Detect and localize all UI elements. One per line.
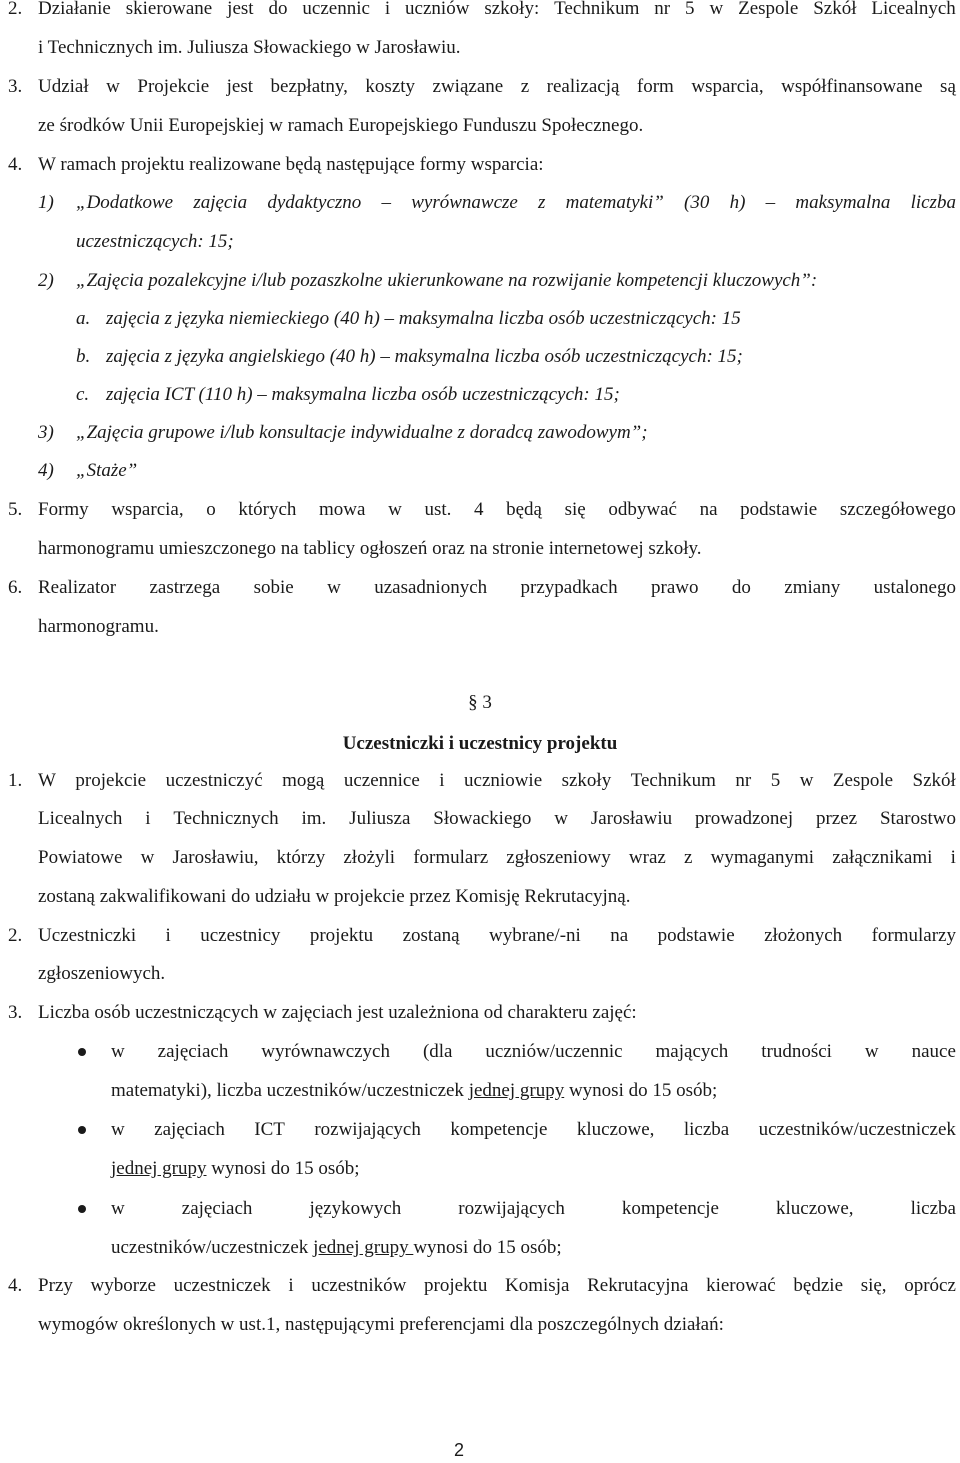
word: liczba bbox=[910, 1198, 956, 1219]
word: uczestniczek bbox=[173, 1275, 271, 1296]
word: uczniów bbox=[405, 0, 470, 19]
word: szkoły bbox=[561, 770, 612, 791]
word: w bbox=[106, 76, 120, 97]
word: kierować bbox=[706, 1275, 776, 1296]
paragraph-number: 2. bbox=[8, 0, 23, 19]
word: kompetencje bbox=[450, 1119, 548, 1140]
paragraph-4-intro: W ramach projektu realizowane będą następujące formy wsparcia: bbox=[38, 154, 544, 175]
word: w bbox=[388, 499, 402, 520]
word: wyrównawcze bbox=[411, 192, 518, 213]
paragraph-number: 3. bbox=[8, 1002, 23, 1023]
word: (30 bbox=[684, 192, 710, 213]
word: uczestniczyć bbox=[165, 770, 263, 791]
support-form-1-line-2: uczestniczących: 15; bbox=[76, 231, 234, 252]
word: szkoły: bbox=[484, 0, 540, 19]
word: będzie bbox=[793, 1275, 843, 1296]
paragraph-5-line-2: harmonogramu umieszczonego na tablicy ogłoszeń oraz na stronie internetowej szkoły. bbox=[38, 538, 702, 559]
word: zmiany bbox=[784, 577, 841, 598]
word: liczba bbox=[683, 1119, 730, 1140]
word: się, bbox=[860, 1275, 887, 1296]
word: w bbox=[709, 0, 724, 19]
word: – bbox=[765, 192, 776, 213]
word: przypadkach bbox=[520, 577, 618, 598]
word: liczba bbox=[910, 192, 956, 213]
word: wymaganymi bbox=[710, 847, 815, 868]
word: sobie bbox=[253, 577, 294, 598]
word: i bbox=[384, 0, 391, 19]
word: rozwijających bbox=[314, 1119, 421, 1140]
word: formularz bbox=[413, 847, 489, 868]
word: rozwijających bbox=[458, 1198, 565, 1219]
word: 4 bbox=[474, 499, 484, 520]
word: bezpłatny, bbox=[270, 76, 348, 97]
bullet-icon bbox=[78, 1126, 86, 1134]
word: Przy bbox=[38, 1275, 73, 1296]
word: projekcie bbox=[75, 770, 147, 791]
word: w bbox=[111, 1119, 125, 1140]
word: Realizator bbox=[38, 577, 117, 598]
support-form-2b: zajęcia z języka angielskiego (40 h) – maksymalna liczba osób uczestniczących: 15; bbox=[106, 346, 743, 367]
word: z bbox=[520, 76, 530, 97]
word: współfinansowane bbox=[781, 76, 923, 97]
word: Słowackiego bbox=[433, 808, 532, 829]
word: i bbox=[288, 1275, 294, 1296]
support-form-1-line-1 bbox=[76, 190, 956, 216]
paragraph-number: 3. bbox=[8, 76, 23, 97]
word: którzy bbox=[276, 847, 326, 868]
word: złożyli bbox=[343, 847, 396, 868]
bullet-3-line-2: uczestników/uczestniczek jednej grupy wynosi do 15 osób; bbox=[111, 1237, 562, 1258]
word: Projekcie bbox=[137, 76, 210, 97]
word: złożonych bbox=[764, 925, 843, 946]
word: Zespole bbox=[738, 0, 799, 19]
word: Jarosławiu bbox=[590, 808, 673, 829]
word: Powiatowe bbox=[38, 847, 123, 868]
word: Technikum bbox=[554, 0, 640, 19]
word: Technicznych bbox=[173, 808, 279, 829]
paragraph-2-line-1 bbox=[38, 0, 956, 22]
word: załącznikami bbox=[832, 847, 933, 868]
sub-item-letter: b. bbox=[76, 346, 91, 367]
support-form-2c: zajęcia ICT (110 h) – maksymalna liczba osób uczestniczących: 15; bbox=[106, 384, 620, 405]
word: związane bbox=[432, 76, 504, 97]
word: Uczestniczki bbox=[38, 925, 137, 946]
word: dydaktyczno bbox=[267, 192, 362, 213]
underlined-text: jednej grupy bbox=[468, 1080, 565, 1101]
paragraph-2-line-2: i Technicznych im. Juliusza Słowackiego w Jarosławiu. bbox=[38, 37, 461, 58]
word: Działanie bbox=[38, 0, 111, 19]
word: W bbox=[38, 770, 56, 791]
word: nauce bbox=[911, 1041, 956, 1062]
paragraph-3-line-1 bbox=[38, 74, 956, 100]
word: Szkół bbox=[813, 0, 857, 19]
paragraph-number: 2. bbox=[8, 925, 23, 946]
paragraph-number: 6. bbox=[8, 577, 23, 598]
word: Licealnych bbox=[38, 808, 123, 829]
paragraph-5-line-1 bbox=[38, 497, 956, 523]
word: szczegółowego bbox=[839, 499, 956, 520]
word: uzasadnionych bbox=[374, 577, 488, 598]
word: i bbox=[145, 808, 151, 829]
word: na bbox=[699, 499, 718, 520]
word: 5 bbox=[685, 0, 695, 19]
word: zastrzega bbox=[149, 577, 221, 598]
word: i bbox=[950, 847, 956, 868]
word: do bbox=[731, 577, 751, 598]
word: Starostwo bbox=[879, 808, 956, 829]
word: w bbox=[327, 577, 341, 598]
word: Komisja bbox=[505, 1275, 570, 1296]
word: uczennice bbox=[343, 770, 420, 791]
word: z bbox=[684, 847, 693, 868]
word: zajęciach bbox=[157, 1041, 229, 1062]
section-paragraph-1-line-4: zostaną zakwalifikowani do udziału w projekcie przez Komisję Rekrutacyjną. bbox=[38, 886, 631, 907]
section-paragraph-2-line-2: zgłoszeniowych. bbox=[38, 963, 166, 984]
word: w bbox=[554, 808, 568, 829]
bullet-icon bbox=[78, 1205, 86, 1213]
word: realizacją bbox=[546, 76, 620, 97]
word: ust. bbox=[424, 499, 452, 520]
word: zajęciach bbox=[154, 1119, 225, 1140]
word: mających bbox=[655, 1041, 729, 1062]
sub-item-letter: a. bbox=[76, 308, 91, 329]
word: podstawie bbox=[740, 499, 818, 520]
bullet-1-line-2: matematyki), liczba uczestników/uczestniczek jednej grupy wynosi do 15 osób; bbox=[111, 1080, 718, 1101]
word: kluczowe, bbox=[576, 1119, 655, 1140]
section-paragraph-1-line-2 bbox=[38, 806, 956, 832]
word: nr bbox=[654, 0, 671, 19]
word: Juliusza bbox=[349, 808, 411, 829]
word: i bbox=[439, 770, 445, 791]
word: koszty bbox=[365, 76, 416, 97]
list-item-number: 4) bbox=[38, 460, 54, 481]
word: maksymalna bbox=[795, 192, 891, 213]
word: do bbox=[268, 0, 288, 19]
word: h) bbox=[729, 192, 746, 213]
bullet-icon bbox=[78, 1048, 86, 1056]
paragraph-6-line-1 bbox=[38, 575, 956, 601]
word: projektu bbox=[309, 925, 374, 946]
word: na bbox=[610, 925, 629, 946]
word: wraz bbox=[628, 847, 666, 868]
word: matematyki” bbox=[565, 192, 664, 213]
list-item-number: 3) bbox=[38, 422, 54, 443]
word: 5 bbox=[770, 770, 781, 791]
word: w bbox=[864, 1041, 879, 1062]
word: których bbox=[238, 499, 297, 520]
section-paragraph-4-line-2: wymogów określonych w ust.1, następującymi preferencjami dla poszczególnych działań: bbox=[38, 1314, 724, 1335]
underlined-text: jednej grupy bbox=[313, 1237, 414, 1258]
word: z bbox=[538, 192, 546, 213]
word: przez bbox=[815, 808, 858, 829]
word: prowadzonej bbox=[694, 808, 794, 829]
word: – bbox=[381, 192, 391, 213]
word: ustalonego bbox=[873, 577, 956, 598]
word: wsparcia, bbox=[691, 76, 764, 97]
word: i bbox=[165, 925, 171, 946]
word: w bbox=[111, 1041, 125, 1062]
list-item-number: 1) bbox=[38, 192, 54, 213]
section-paragraph-1-line-1 bbox=[38, 768, 956, 794]
section-mark: § 3 bbox=[468, 692, 492, 713]
word: jest bbox=[227, 0, 254, 19]
sub-item-letter: c. bbox=[76, 384, 90, 405]
paragraph-number: 5. bbox=[8, 499, 23, 520]
word: wyrównawczych bbox=[261, 1041, 390, 1062]
paragraph-3-line-2: ze środków Unii Europejskiej w ramach Europejskiego Funduszu Społecznego. bbox=[38, 115, 644, 136]
word: Szkół bbox=[912, 770, 956, 791]
bullet-2-line-1 bbox=[111, 1117, 956, 1143]
section-paragraph-1-line-3 bbox=[38, 845, 956, 871]
word: podstawie bbox=[657, 925, 735, 946]
word: kluczowe, bbox=[776, 1198, 854, 1219]
word: Formy bbox=[38, 499, 89, 520]
word: uczestników bbox=[311, 1275, 407, 1296]
bullet-3-line-1 bbox=[111, 1196, 956, 1222]
word: językowych bbox=[309, 1198, 402, 1219]
word: wybrane/-ni bbox=[489, 925, 581, 946]
word: prawo bbox=[651, 577, 699, 598]
word: w bbox=[799, 770, 814, 791]
word: w bbox=[111, 1198, 125, 1219]
paragraph-number: 1. bbox=[8, 770, 23, 791]
word: form bbox=[636, 76, 674, 97]
paragraph-number: 4. bbox=[8, 1275, 23, 1296]
word: się bbox=[564, 499, 586, 520]
support-form-4: „Staże” bbox=[76, 460, 138, 481]
list-item-number: 2) bbox=[38, 270, 54, 291]
word: Zespole bbox=[832, 770, 894, 791]
word: jest bbox=[226, 76, 254, 97]
page-number: 2 bbox=[454, 1440, 465, 1460]
word: wyborze bbox=[90, 1275, 156, 1296]
word: uczestników/uczestniczek bbox=[758, 1119, 956, 1140]
word: Udział bbox=[38, 76, 89, 97]
bullet-2-line-2: jednej grupy wynosi do 15 osób; bbox=[111, 1158, 360, 1179]
word: Jarosławiu, bbox=[172, 847, 259, 868]
word: oprócz bbox=[904, 1275, 956, 1296]
word: uczestnicy bbox=[200, 925, 281, 946]
section-paragraph-4-line-1 bbox=[38, 1273, 956, 1299]
word: (dla bbox=[422, 1041, 453, 1062]
support-form-3: „Zajęcia grupowe i/lub konsultacje indywidualne z doradcą zawodowym”; bbox=[76, 422, 648, 443]
word: uczniów/uczennic bbox=[485, 1041, 623, 1062]
paragraph-6-line-2: harmonogramu. bbox=[38, 616, 159, 637]
word: „Dodatkowe bbox=[76, 192, 174, 213]
word: o bbox=[206, 499, 216, 520]
section-paragraph-3-intro: Liczba osób uczestniczących w zajęciach jest uzależniona od charakteru zajęć: bbox=[38, 1002, 637, 1023]
word: będą bbox=[506, 499, 542, 520]
word: im. bbox=[301, 808, 327, 829]
word: zostaną bbox=[402, 925, 460, 946]
word: w bbox=[140, 847, 155, 868]
support-form-2: „Zajęcia pozalekcyjne i/lub pozaszkolne ukierunkowane na rozwijanie kompetencji kluczowych”: bbox=[76, 270, 818, 291]
word: nr bbox=[735, 770, 752, 791]
section-paragraph-2-line-1 bbox=[38, 923, 956, 949]
underlined-text: jednej grupy bbox=[111, 1158, 207, 1179]
word: uczniowie bbox=[464, 770, 543, 791]
word: projektu bbox=[424, 1275, 488, 1296]
word: kompetencje bbox=[621, 1198, 719, 1219]
word: uczennic bbox=[302, 0, 370, 19]
word: zajęcia bbox=[193, 192, 248, 213]
support-form-2a: zajęcia z języka niemieckiego (40 h) – maksymalna liczba osób uczestniczących: 15 bbox=[106, 308, 741, 329]
word: formularzy bbox=[871, 925, 956, 946]
word: ICT bbox=[254, 1119, 285, 1140]
word: wsparcia, bbox=[111, 499, 184, 520]
word: mowa bbox=[319, 499, 366, 520]
section-title: Uczestniczki i uczestnicy projektu bbox=[342, 733, 618, 754]
word: są bbox=[940, 76, 956, 97]
word: skierowane bbox=[125, 0, 213, 19]
word: Technikum bbox=[630, 770, 716, 791]
word: zgłoszeniowy bbox=[506, 847, 611, 868]
word: mogą bbox=[282, 770, 325, 791]
word: zajęciach bbox=[181, 1198, 253, 1219]
paragraph-number: 4. bbox=[8, 154, 23, 175]
word: odbywać bbox=[608, 499, 677, 520]
word: trudności bbox=[761, 1041, 832, 1062]
word: Licealnych bbox=[871, 0, 956, 19]
bullet-1-line-1 bbox=[111, 1039, 956, 1065]
word: Rekrutacyjna bbox=[587, 1275, 689, 1296]
